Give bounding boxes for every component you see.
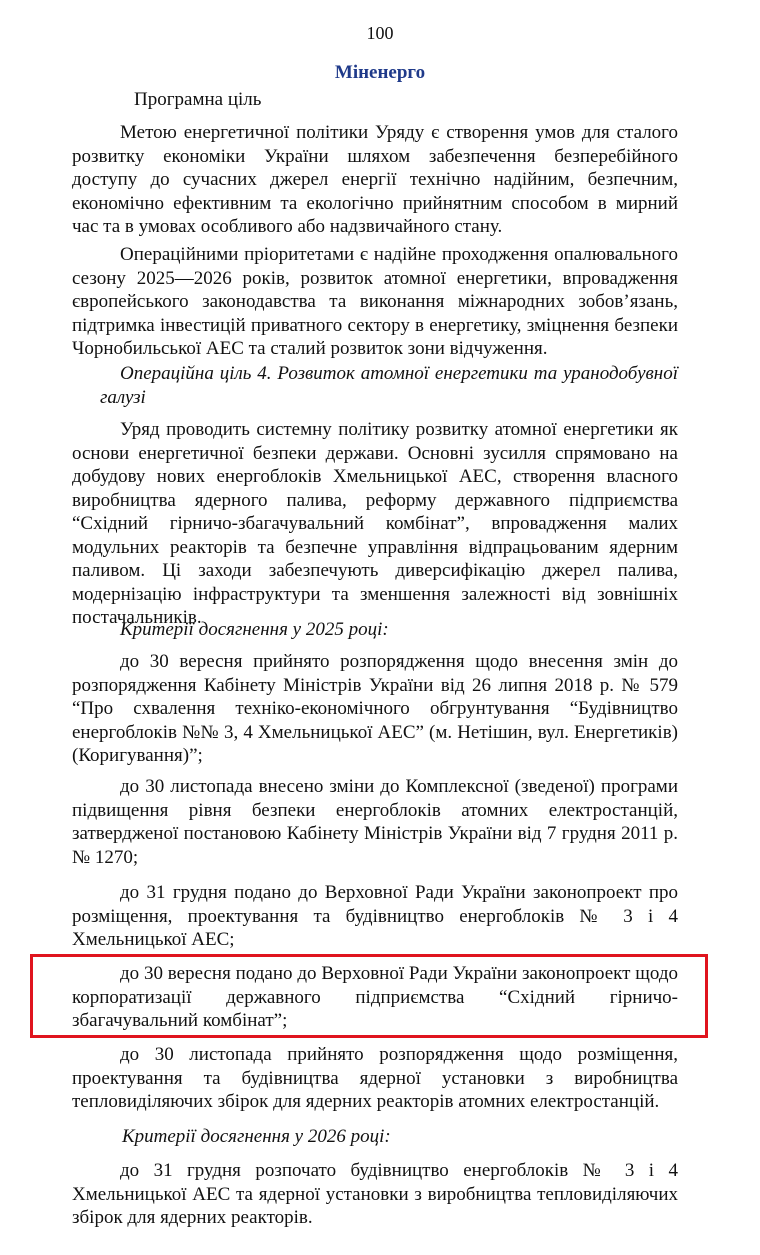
- program-goal-label: Програмна ціль: [134, 89, 262, 110]
- criterion-2025-2: до 30 листопада внесено зміни до Комплексної (зведеної) програми підвищення рівня безпеки енергоблоків атомних електростанцій, затвердженої постановою Кабінету Міністрів України від 7 грудня 2011 р. № 1270;: [72, 776, 678, 868]
- goal-paragraph: Метою енергетичної політики Уряду є створення умов для сталого розвитку економіки України шляхом забезпечення безперебійного доступу до сучасних джерел енергії технічно надійним, безпечним, економічно ефективним та екологічно прийнятним способом в мирний час та в умовах особливого або надзвичайного стану.: [72, 122, 678, 237]
- nuclear-policy-paragraph: Уряд проводить системну політику розвитку атомної енергетики як основи енергетичної безпеки держави. Основні зусилля спрямовано на добудову нових енергоблоків Хмельницької АЕС, створення власного виробництва ядерного палива, реформу державного підприємства “Східний гірничо-збагачувальний комбінат”, впровадження малих модульних реакторів та безпечне управління відпрацьованим ядерним паливом. Ці заходи забезпечують диверсифікацію джерел палива, модернізацію інфраструктури та зменшення залежності від зовнішніх постачальників.: [72, 419, 678, 628]
- criteria-2025-heading: Критерії досягнення у 2025 році:: [120, 619, 389, 640]
- ministry-heading: Міненерго: [334, 62, 426, 83]
- operational-goal-heading: Операційна ціль 4. Розвиток атомної енергетики та уранодобувної галузі: [100, 363, 678, 408]
- criterion-2025-1: до 30 вересня прийнято розпорядження щодо внесення змін до розпорядження Кабінету Міністрів України від 26 липня 2018 р. № 579 “Про схвалення техніко-економічного обгрунтування “Будівництво енергоблоків №№ 3, 4 Хмельницької АЕС” (м. Нетішин, вул. Енергетиків) (Коригування)”;: [72, 651, 678, 766]
- page-number: 100: [366, 23, 394, 43]
- criterion-2025-3: до 31 грудня подано до Верховної Ради України законопроект про розміщення, проектування та будівництво енергоблоків № 3 і 4 Хмельницької АЕС;: [72, 882, 678, 950]
- criterion-2025-4: до 30 вересня подано до Верховної Ради України законопроект щодо корпоратизації державного підприємства “Східний гірничо-збагачувальний комбінат”;: [72, 963, 678, 1031]
- criterion-2025-5: до 30 листопада прийнято розпорядження щодо розміщення, проектування та будівництва ядерної установки з виробництва тепловиділяючих збірок для ядерних реакторів атомних електростанцій.: [72, 1044, 678, 1112]
- criteria-2026-heading: Критерії досягнення у 2026 році:: [122, 1126, 391, 1147]
- highlight-box: [30, 954, 708, 1038]
- criterion-2026-1: до 31 грудня розпочато будівництво енергоблоків № 3 і 4 Хмельницької АЕС та ядерної установки з виробництва тепловиділяючих збірок для ядерних реакторів.: [72, 1160, 678, 1228]
- priorities-paragraph: Операційними пріоритетами є надійне проходження опалювального сезону 2025—2026 років, розвиток атомної енергетики, впровадження європейського законодавства та виконання міжнародних зобов’язань, підтримка інвестицій приватного сектору в енергетику, зміцнення безпеки Чорнобильської АЕС та сталий розвиток зони відчуження.: [72, 244, 678, 359]
